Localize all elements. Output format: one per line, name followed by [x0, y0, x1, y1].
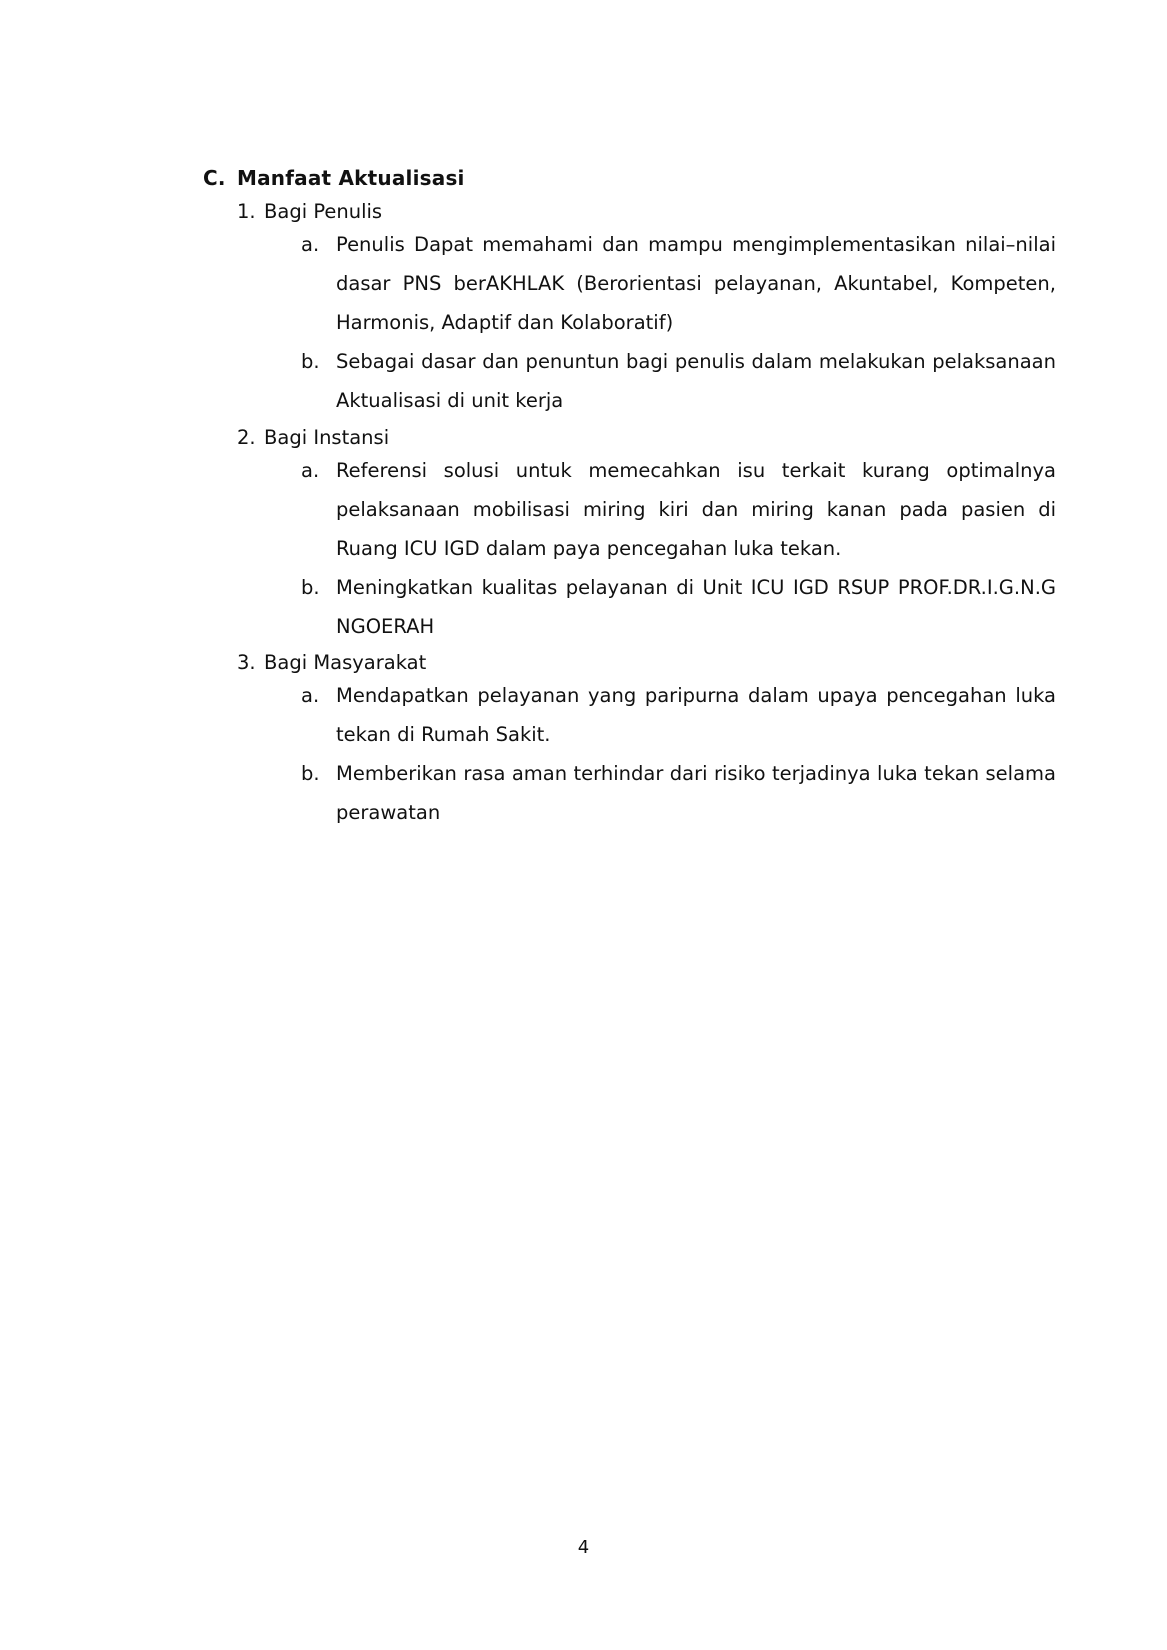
section-heading [203, 166, 465, 190]
group-label: Bagi Instansi [264, 426, 390, 449]
group-number: 1. [237, 200, 256, 223]
list-item [301, 754, 1056, 832]
item-marker: a. [301, 459, 320, 482]
group-label: Bagi Penulis [264, 200, 383, 223]
benefit-group-masyarakat [237, 650, 1057, 832]
item-text: Memberikan rasa aman terhindar dari risiko terjadinya luka tekan selama perawatan [336, 762, 1056, 824]
list-item [301, 342, 1056, 420]
benefit-group-instansi [237, 425, 1057, 646]
group-label: Bagi Masyarakat [264, 651, 427, 674]
item-marker: b. [301, 350, 320, 373]
item-text: Referensi solusi untuk memecahkan isu terkait kurang optimalnya pelaksanaan mobilisasi miring kiri dan miring kanan pada pasien di Ruang ICU IGD dalam paya pencegahan luka tekan. [336, 459, 1056, 560]
benefit-group-penulis [237, 199, 1057, 420]
item-marker: b. [301, 762, 320, 785]
list-item [301, 676, 1056, 754]
list-item [301, 451, 1056, 568]
item-marker: b. [301, 576, 320, 599]
item-text: Meningkatkan kualitas pelayanan di Unit ICU IGD RSUP PROF.DR.I.G.N.G NGOERAH [336, 576, 1056, 638]
group-number: 3. [237, 651, 256, 674]
list-item [301, 568, 1056, 646]
section-title: Manfaat Aktualisasi [237, 166, 465, 190]
group-title [237, 425, 1057, 450]
group-title [237, 199, 1057, 224]
item-marker: a. [301, 684, 320, 707]
group-title [237, 650, 1057, 675]
item-text: Sebagai dasar dan penuntun bagi penulis dalam melakukan pelaksanaan Aktualisasi di unit kerja [336, 350, 1056, 412]
item-text: Mendapatkan pelayanan yang paripurna dalam upaya pencegahan luka tekan di Rumah Sakit. [336, 684, 1056, 746]
page-number: 4 [577, 1537, 590, 1558]
section-letter: C. [203, 166, 226, 190]
list-item [301, 225, 1056, 342]
item-text: Penulis Dapat memahami dan mampu mengimplementasikan nilai–nilai dasar PNS berAKHLAK (Berorientasi pelayanan, Akuntabel, Kompeten, Harmonis, Adaptif dan Kolaboratif) [336, 233, 1056, 334]
group-number: 2. [237, 426, 256, 449]
item-marker: a. [301, 233, 320, 256]
